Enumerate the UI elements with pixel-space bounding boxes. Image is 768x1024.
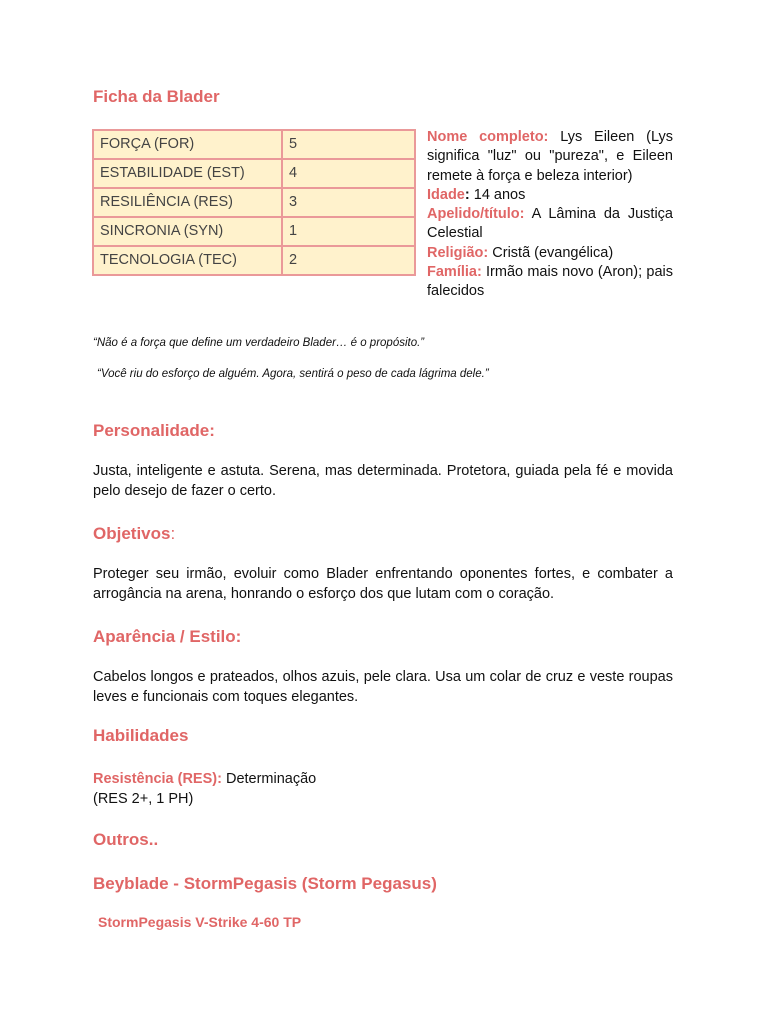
appearance-text: Cabelos longos e prateados, olhos azuis, pele clara. Usa um colar de cruz e veste roupas leves e funcionais com toques elegantes. (93, 669, 673, 705)
table-row (93, 217, 415, 246)
family-line (427, 263, 673, 302)
ability-line (93, 769, 316, 789)
stat-value: 2 (282, 246, 415, 275)
stat-label: SINCRONIA (SYN) (93, 217, 282, 246)
others-heading: Outros.. (93, 830, 159, 849)
age-colon: : (464, 186, 470, 203)
ability-label: Resistência (RES): (93, 771, 222, 787)
stat-label: ESTABILIDADE (EST) (93, 159, 282, 188)
objectives-heading-text: Objetivos (93, 524, 171, 543)
stat-value: 5 (282, 130, 415, 159)
objectives-colon: : (170, 524, 176, 543)
abilities-heading: Habilidades (93, 726, 189, 745)
personality-heading: Personalidade: (93, 421, 215, 440)
personality-text: Justa, inteligente e astuta. Serena, mas determinada. Protetora, guiada pela fé e movida pelo desejo de fazer o certo. (93, 463, 673, 499)
objectives-text: Proteger seu irmão, evoluir como Blader enfrentando oponentes fortes, e combater a arrogância na arena, honrando o esforço dos que lutam com o coração. (93, 566, 673, 602)
age-label: Idade (427, 186, 465, 203)
stat-value: 1 (282, 217, 415, 246)
stat-label: FORÇA (FOR) (93, 130, 282, 159)
nickname-value: A Lâmina da Justiça Celestial (427, 206, 673, 242)
table-row (93, 130, 415, 159)
ability-value: Determinação (225, 771, 317, 787)
ability-detail: (RES 2+, 1 PH) (93, 791, 194, 807)
quote-1: “Não é a força que define um verdadeiro Blader… é o propósito.” (93, 337, 425, 349)
beyblade-heading: Beyblade - StormPegasis (Storm Pegasus) (93, 874, 437, 893)
stats-table (92, 129, 416, 276)
stat-label: RESILIÊNCIA (RES) (93, 188, 282, 217)
quote-2: “Você riu do esforço de alguém. Agora, sentirá o peso de cada lágrima dele.” (97, 368, 489, 380)
stat-value: 4 (282, 159, 415, 188)
religion-line (427, 244, 673, 263)
beyblade-model: StormPegasis V-Strike 4-60 TP (98, 914, 302, 930)
stat-label: TECNOLOGIA (TEC) (93, 246, 282, 275)
nickname-label: Apelido/título: (427, 206, 525, 223)
stat-value: 3 (282, 188, 415, 217)
religion-value: Cristã (evangélica) (492, 244, 614, 261)
table-row (93, 159, 415, 188)
character-info (427, 128, 673, 302)
family-value: Irmão mais novo (Aron); pais falecidos (427, 264, 673, 300)
religion-label: Religião: (427, 244, 489, 261)
appearance-heading: Aparência / Estilo: (93, 627, 242, 646)
age-line (427, 186, 673, 205)
family-label: Família: (427, 264, 482, 281)
full-name-line (427, 128, 673, 186)
age-value: 14 anos (473, 186, 526, 203)
nickname-line (427, 205, 673, 244)
sheet-title: Ficha da Blader (93, 87, 220, 106)
full-name-value: Lys Eileen (Lys significa "luz" ou "pureza", e Eileen remete à força e beleza interior) (427, 129, 673, 184)
table-row (93, 188, 415, 217)
objectives-heading (93, 524, 175, 544)
full-name-label: Nome completo: (427, 129, 549, 145)
table-row (93, 246, 415, 275)
